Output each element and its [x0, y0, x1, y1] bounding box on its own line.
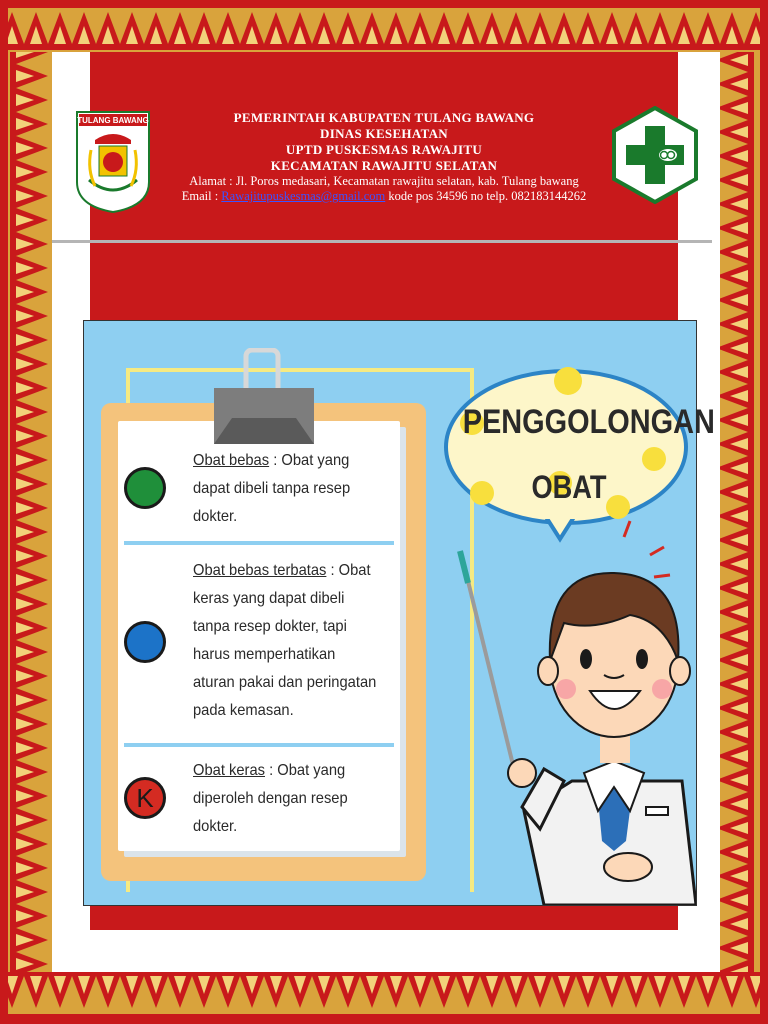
header-district: KECAMATAN RAWAJITU SELATAN: [270, 158, 498, 173]
item-desc: : Obat yang dapat dibeli tanpa resep dokter.: [193, 452, 351, 525]
header-government: PEMERINTAH KABUPATEN TULANG BAWANG: [233, 110, 535, 125]
header-divider: [52, 240, 712, 243]
header-contact-line: [150, 189, 618, 204]
red-k-dot-icon: [124, 777, 166, 819]
item-term: Obat bebas terbatas: [193, 562, 327, 579]
k-symbol: K: [136, 782, 154, 813]
green-dot-icon: [124, 467, 166, 509]
poster-title-line2: OBAT: [531, 469, 607, 505]
item-desc: : Obat keras yang dapat dibeli tanpa resep dokter, tapi harus memperhatikan aturan pakai dan peringatan pada kemasan.: [193, 562, 377, 719]
blue-dot-icon: [124, 621, 166, 663]
header-puskesmas: UPTD PUSKESMAS RAWAJITU: [285, 142, 483, 157]
header-address: Alamat : Jl. Poros medasari, Kecamatan rawajitu selatan, kab. Tulang bawang: [189, 174, 579, 188]
doctor-illustration: [414, 511, 696, 905]
divider: [124, 541, 394, 545]
puskesmas-logo: [612, 106, 698, 204]
item-obat-bebas-terbatas: [193, 557, 377, 725]
item-term: Obat keras: [193, 762, 266, 779]
poster-title: [444, 387, 715, 517]
tulang-bawang-logo: [75, 110, 151, 214]
item-term: Obat bebas: [193, 452, 270, 469]
email-label: Email :: [181, 189, 219, 203]
letterhead: [150, 110, 618, 204]
item-obat-keras: [193, 757, 377, 841]
poster-image: [83, 320, 715, 906]
email-link[interactable]: Rawajitupuskesmas@gmail.com: [221, 189, 386, 203]
divider: [124, 743, 394, 747]
contact-info: kode pos 34596 no telp. 082183144262: [388, 189, 587, 203]
poster-title-line1: PENGGOLONGAN: [462, 403, 715, 441]
header-department: DINAS KESEHATAN: [320, 126, 448, 141]
logo-left-label: TULANG BAWANG: [77, 116, 149, 125]
binder-clip-icon: [214, 348, 314, 446]
item-desc: : Obat yang diperoleh dengan resep dokter.: [193, 762, 348, 835]
item-obat-bebas: [193, 447, 377, 531]
